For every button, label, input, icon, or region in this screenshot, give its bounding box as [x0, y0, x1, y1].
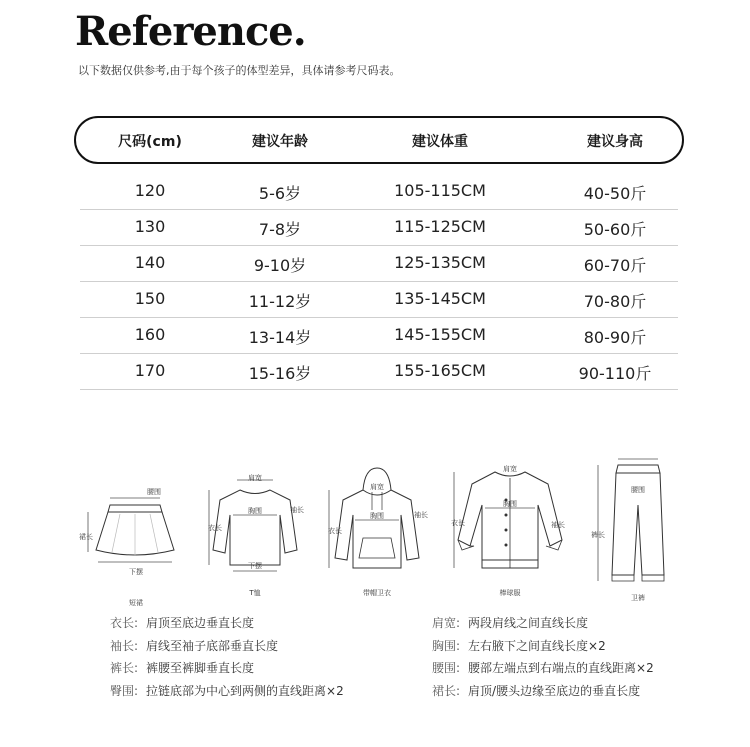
pants-caption: 卫裤 [631, 594, 645, 602]
table-row [80, 173, 678, 210]
skirt-label-hem: 下摆 [129, 568, 143, 576]
hoodie-diagram [325, 460, 430, 610]
age-cell: 13-14岁 [248, 328, 312, 347]
pants-icon [590, 455, 680, 595]
size-cell: 120 [134, 181, 166, 200]
note-key: 腰围: [432, 661, 461, 675]
note-item [110, 680, 344, 703]
note-key: 肩宽: [432, 616, 461, 630]
height-cell: 60-70斤 [583, 256, 647, 275]
note-key: 臀围: [110, 683, 139, 698]
tshirt-label-sleeve: 袖长 [290, 506, 304, 514]
tshirt-label-length: 衣长 [208, 524, 222, 532]
note-key: 裙长: [432, 683, 461, 698]
age-cell: 7-8岁 [258, 220, 302, 239]
weight-cell: 135-145CM [394, 289, 486, 308]
pants-label-length: 裤长 [591, 531, 605, 539]
age-cell: 11-12岁 [248, 292, 312, 311]
height-cell: 90-110斤 [578, 364, 652, 383]
header-size: 尺码(cm) [118, 134, 182, 150]
tshirt-label-hem: 下摆 [248, 562, 262, 570]
jacket-caption: 棒球服 [499, 589, 521, 597]
page-subtitle: 以下数据仅供参考,由于每个孩子的体型差异，具体请参考尺码表。 [78, 64, 401, 77]
tshirt-label-chest: 胸围 [248, 507, 262, 515]
age-cell: 5-6岁 [258, 184, 302, 203]
note-key: 胸围: [432, 638, 461, 653]
hoodie-label-shoulder: 肩宽 [370, 483, 384, 491]
note-value: 肩顶至底边垂直长度 [146, 616, 255, 630]
tshirt-caption: T恤 [249, 589, 261, 597]
height-cell: 40-50斤 [583, 184, 647, 203]
note-key: 袖长: [110, 638, 139, 653]
size-cell: 160 [134, 325, 166, 344]
note-key: 衣长: [110, 616, 139, 630]
weight-cell: 115-125CM [394, 217, 486, 236]
notes-right [432, 612, 654, 702]
note-value: 左右腋下之间直线长度×2 [468, 638, 606, 653]
table-row [80, 317, 678, 354]
note-value: 裤腰至裤脚垂直长度 [146, 661, 255, 675]
note-item [110, 635, 344, 658]
note-item [110, 657, 344, 680]
size-cell: 150 [134, 289, 166, 308]
table-row [80, 209, 678, 246]
note-value: 腰部左端点到右端点的直线距离×2 [468, 661, 654, 675]
jacket-label-length: 衣长 [451, 519, 465, 527]
skirt-caption: 短裙 [129, 599, 143, 607]
notes-left [110, 612, 344, 702]
tshirt-diagram [205, 465, 305, 610]
height-cell: 50-60斤 [583, 220, 647, 239]
table-row [80, 245, 678, 282]
page-title: Reference. [75, 8, 306, 55]
garment-diagrams [80, 450, 680, 610]
note-item [432, 612, 654, 635]
note-key: 裤长: [110, 661, 139, 675]
hoodie-label-sleeve: 袖长 [414, 511, 428, 519]
table-row [80, 353, 678, 390]
skirt-label-length: 裙长 [79, 533, 93, 541]
size-cell: 140 [134, 253, 166, 272]
note-item [432, 680, 654, 703]
height-cell: 70-80斤 [583, 292, 647, 311]
note-value: 两段肩线之间直线长度 [468, 616, 589, 630]
skirt-diagram [80, 480, 190, 610]
jacket-label-shoulder: 肩宽 [503, 465, 517, 473]
note-item [432, 657, 654, 680]
weight-cell: 105-115CM [394, 181, 486, 200]
size-cell: 170 [134, 361, 166, 380]
jacket-diagram [450, 460, 570, 610]
weight-cell: 145-155CM [394, 325, 486, 344]
age-cell: 9-10岁 [253, 256, 307, 275]
weight-cell: 155-165CM [394, 361, 486, 380]
jacket-label-sleeve: 袖长 [551, 521, 565, 529]
hoodie-label-length: 衣长 [328, 527, 342, 535]
weight-cell: 125-135CM [394, 253, 486, 272]
hoodie-label-chest: 胸围 [370, 512, 384, 520]
jacket-label-chest: 胸围 [503, 500, 517, 508]
tshirt-label-shoulder: 肩宽 [248, 474, 262, 482]
age-cell: 15-16岁 [248, 364, 312, 383]
pants-diagram [590, 455, 680, 610]
height-cell: 80-90斤 [583, 328, 647, 347]
hoodie-caption: 带帽卫衣 [363, 589, 391, 597]
note-value: 拉链底部为中心到两侧的直线距离×2 [146, 683, 344, 698]
header-weight: 建议体重 [412, 134, 468, 150]
note-value: 肩线至袖子底部垂直长度 [146, 638, 279, 653]
size-cell: 130 [134, 217, 166, 236]
note-item [432, 635, 654, 658]
pants-label-waist: 腰围 [631, 486, 645, 494]
header-height: 建议身高 [587, 134, 643, 150]
note-value: 肩顶/腰头边缘至底边的垂直长度 [468, 683, 641, 698]
header-age: 建议年龄 [252, 134, 308, 150]
skirt-label-waist: 腰围 [147, 488, 161, 496]
table-row [80, 281, 678, 318]
note-item [110, 612, 344, 635]
